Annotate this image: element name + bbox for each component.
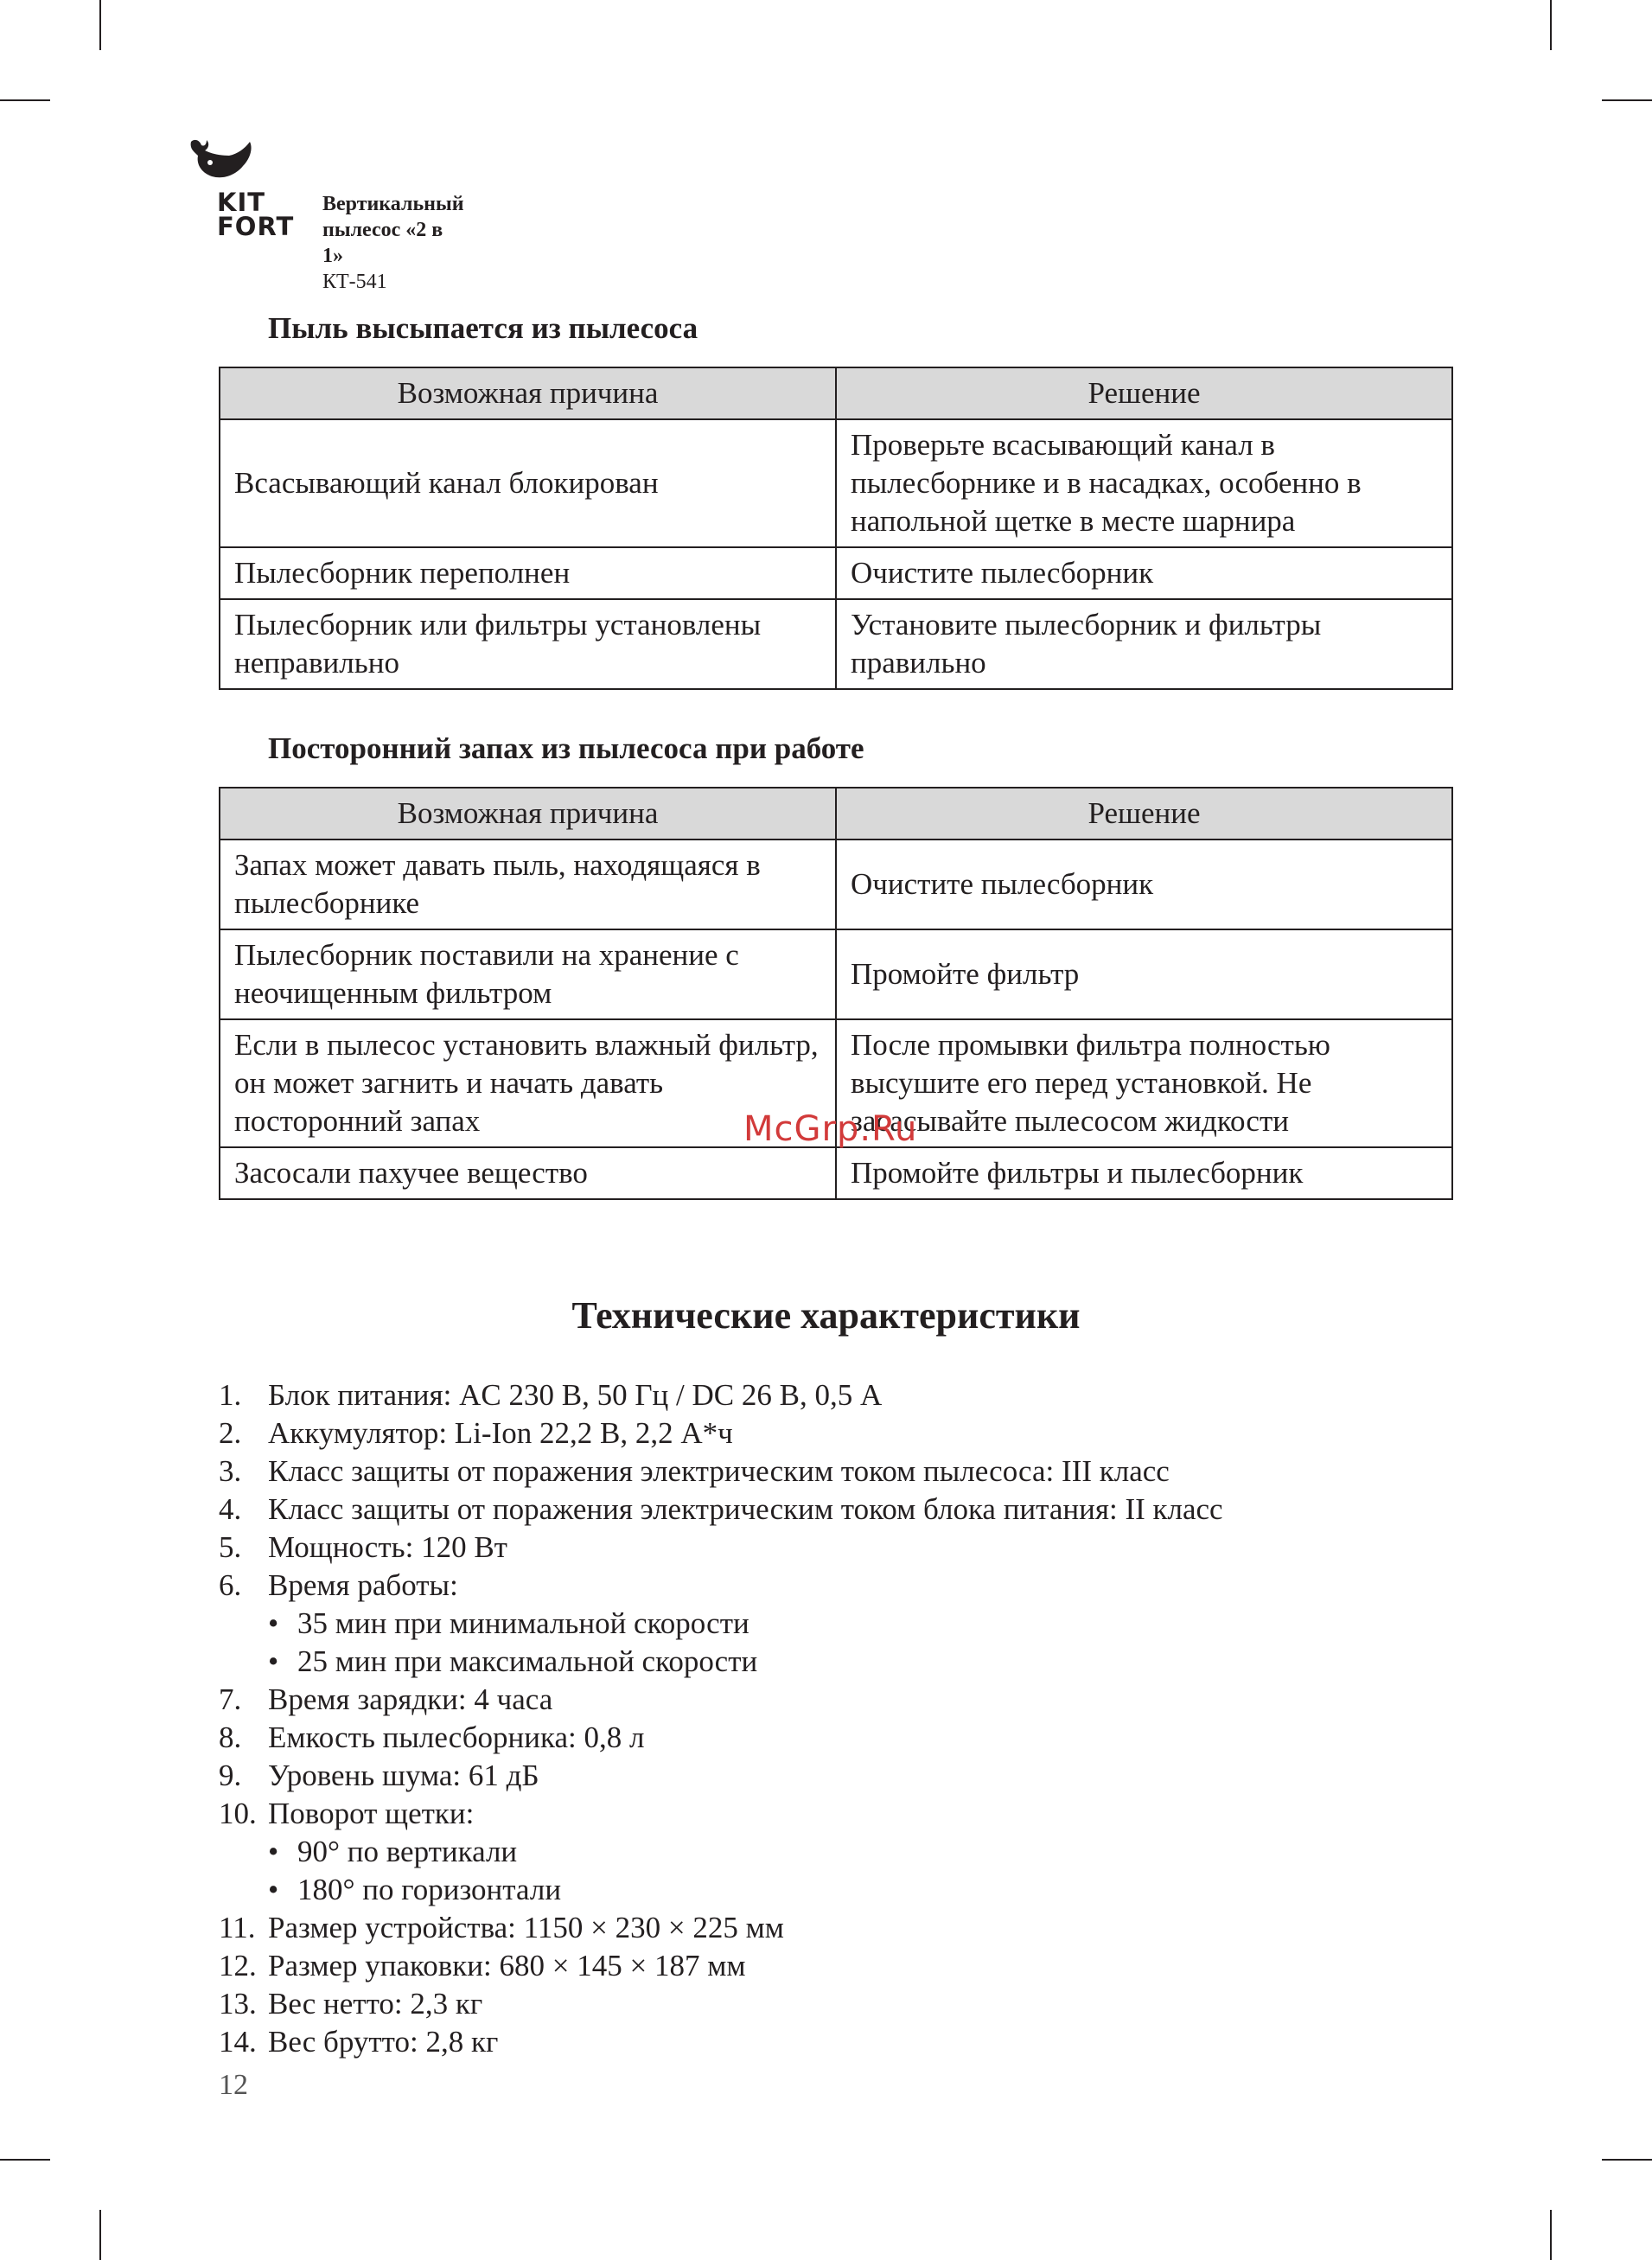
spec-item [219,1757,1223,1795]
solution-cell: Очистите пылесборник [836,547,1452,599]
product-line-2: пылесос «2 в 1» [322,219,443,267]
section-title-dust: Пыль высыпается из пылесоса [268,311,698,345]
solution-cell: Очистите пылесборник [836,840,1452,929]
spec-item [219,1491,1223,1529]
solution-cell: Установите пылесборник и фильтры правильно [836,599,1452,689]
spec-text: Мощность: 120 Вт [268,1530,507,1564]
crop-mark [1602,99,1652,101]
col-cause-header: Возможная причина [220,788,836,840]
spec-number: 8. [219,1721,242,1754]
bullet-icon: • [268,1873,279,1906]
spec-item [219,1719,1223,1757]
spec-text: Аккумулятор: Li-Ion 22,2 В, 2,2 А*ч [268,1416,733,1450]
table-header-row [220,788,1452,840]
cause-cell: Если в пылесос установить влажный фильтр, он может загнить и начать давать посторонний запах [220,1019,836,1147]
table-header-row [220,367,1452,419]
spec-text: Класс защиты от поражения электрическим током блока питания: II класс [268,1492,1223,1526]
spec-item [219,1795,1223,1833]
spec-item [219,1376,1223,1414]
spec-text: Вес нетто: 2,3 кг [268,1987,483,2021]
table-row [220,929,1452,1019]
spec-item [219,1681,1223,1719]
spec-number: 9. [219,1759,242,1792]
brand-name [217,190,312,239]
cause-cell: Пылесборник или фильтры установлены неправильно [220,599,836,689]
spec-text: Вес брутто: 2,8 кг [268,2025,499,2059]
spec-subtext: 25 мин при максимальной скорости [297,1644,758,1678]
crop-mark [99,2210,101,2260]
table-row [220,840,1452,929]
spec-subitem [219,1605,1223,1643]
spec-text: Поворот щетки: [268,1797,475,1830]
spec-number: 1. [219,1378,242,1412]
spec-number: 5. [219,1530,242,1564]
cause-cell: Пылесборник поставили на хранение с неочищенным фильтром [220,929,836,1019]
brand-line-2: FORT [217,212,295,241]
spec-number: 10. [219,1797,257,1830]
specs-title: Технические характеристики [571,1294,1081,1337]
spec-number: 6. [219,1568,242,1602]
spec-number: 11. [219,1911,256,1944]
spec-number: 3. [219,1454,242,1488]
bullet-icon: • [268,1644,279,1678]
spec-subtext: 35 мин при минимальной скорости [297,1606,749,1640]
solution-cell: После промывки фильтра полностью высушите его перед установкой. Не засасывайте пылесосом жидкости [836,1019,1452,1147]
spec-item [219,1414,1223,1452]
crop-mark [1550,2210,1552,2260]
crop-mark [1602,2159,1652,2161]
spec-text: Время зарядки: 4 часа [268,1682,553,1716]
spec-item [219,1452,1223,1491]
crop-mark [1550,0,1552,50]
table-row [220,599,1452,689]
specs-list [219,1376,1223,2061]
spec-subitem [219,1643,1223,1681]
spec-item [219,1947,1223,1985]
spec-text: Уровень шума: 61 дБ [268,1759,539,1792]
spec-item [219,1529,1223,1567]
spec-text: Емкость пылесборника: 0,8 л [268,1721,645,1754]
cause-cell: Всасывающий канал блокирован [220,419,836,547]
spec-item [219,2023,1223,2061]
spec-number: 12. [219,1949,257,1982]
spec-item [219,1909,1223,1947]
spec-number: 2. [219,1416,242,1450]
section-title-smell: Посторонний запах из пылесоса при работе [268,731,864,765]
spec-subtext: 180° по горизонтали [297,1873,562,1906]
spec-number: 4. [219,1492,242,1526]
cause-cell: Запах может давать пыль, находящаяся в пылесборнике [220,840,836,929]
crop-mark [0,99,50,101]
solution-cell: Промойте фильтры и пылесборник [836,1147,1452,1199]
table-row [220,419,1452,547]
table-dust [219,367,1453,690]
bullet-icon: • [268,1835,279,1868]
spec-item [219,1985,1223,2023]
spec-text: Время работы: [268,1568,458,1602]
product-info [322,191,464,295]
page-number: 12 [219,2069,248,2101]
spec-subitem [219,1871,1223,1909]
spec-number: 13. [219,1987,257,2021]
spec-number: 7. [219,1682,242,1716]
col-cause-header: Возможная причина [220,367,836,419]
spec-number: 14. [219,2025,257,2059]
model-number: КТ-541 [322,271,387,293]
crop-mark [99,0,101,50]
watermark: McGrp.Ru [743,1109,918,1149]
spec-text: Класс защиты от поражения электрическим током пылесоса: III класс [268,1454,1170,1488]
solution-cell: Проверьте всасывающий канал в пылесборнике и в насадках, особенно в напольной щетке в месте шарнира [836,419,1452,547]
spec-subtext: 90° по вертикали [297,1835,518,1868]
kitfort-logo [186,137,298,188]
brand-line-1: KIT [217,188,266,217]
table-row [220,1147,1452,1199]
product-line-1: Вертикальный [322,193,464,215]
spec-text: Блок питания: AC 230 В, 50 Гц / DC 26 В, 0,5 А [268,1378,883,1412]
cause-cell: Засосали пахучее вещество [220,1147,836,1199]
spec-subitem [219,1833,1223,1871]
col-solution-header: Решение [836,788,1452,840]
solution-cell: Промойте фильтр [836,929,1452,1019]
cause-cell: Пылесборник переполнен [220,547,836,599]
table-row [220,547,1452,599]
spec-text: Размер упаковки: 680 × 145 × 187 мм [268,1949,746,1982]
bullet-icon: • [268,1606,279,1640]
col-solution-header: Решение [836,367,1452,419]
whale-icon [186,137,255,188]
crop-mark [0,2159,50,2161]
spec-text: Размер устройства: 1150 × 230 × 225 мм [268,1911,784,1944]
spec-item [219,1567,1223,1605]
